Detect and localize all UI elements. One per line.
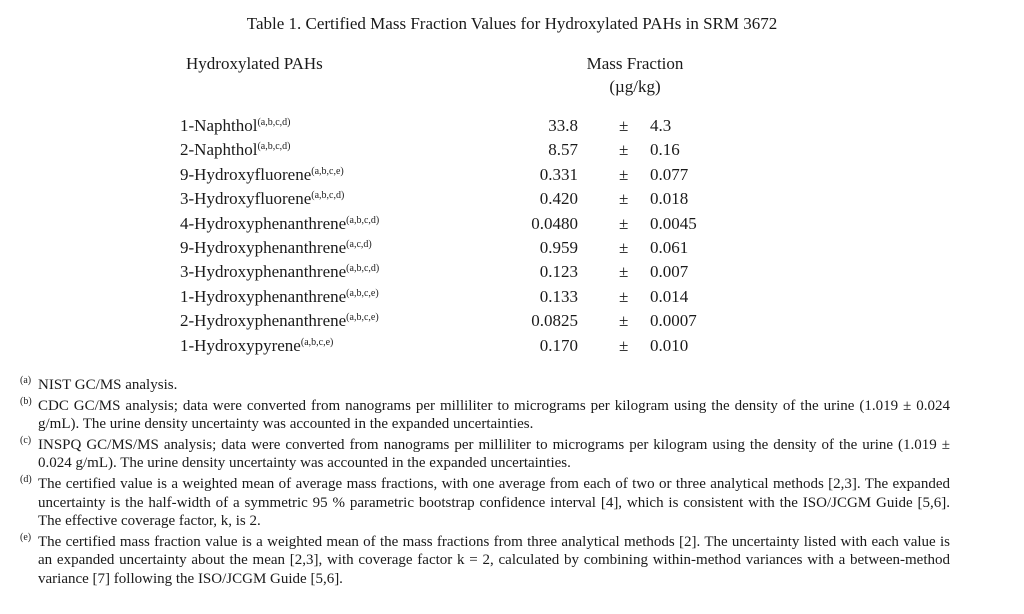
compound-name: 4-Hydroxyphenanthrene$^{(a,b,c,d)}$ — [180, 213, 380, 233]
compound-name: 1-Hydroxyphenanthrene$^{(a,b,c,e)}$ — [180, 286, 379, 306]
compound-name: 3-Hydroxyphenanthrene$^{(a,b,c,d)}$ — [180, 262, 380, 282]
footnote-refs: (a,b,c,d) — [346, 214, 380, 226]
footnote-text: The certified value is a weighted mean of average mass fractions, with one average from each of two or three analytical methods [2,3]. The expanded uncertainty is the half-width of a symmetric 95 % parametric bootstrap confidence interval [4], which is consistent with the ISO/JCGM Guide [5,6]. The effective coverage factor, k, is 2. — [38, 475, 950, 530]
mass-fraction-value: 8.57 — [548, 140, 578, 160]
mass-fraction-value: 33.8 — [548, 116, 578, 135]
table-row — [0, 189, 1024, 213]
table-row — [0, 311, 1024, 335]
footnote-mark: (e) — [20, 531, 32, 543]
mass-fraction-label: Mass Fraction — [586, 54, 684, 73]
footnote-mark: (d) — [20, 473, 32, 485]
compound-name: 2-Hydroxyphenanthrene$^{(a,b,c,e)}$ — [180, 311, 379, 331]
compound-name: 1-Naphthol$^{(a,b,c,d)}$ — [180, 116, 291, 135]
column-header-compound: Hydroxylated PAHs — [186, 54, 323, 73]
footnote-refs: (a,b,c,e) — [346, 312, 379, 324]
table-body — [0, 116, 1024, 360]
plus-minus: ± — [619, 164, 629, 184]
footnote-e — [20, 533, 950, 589]
footnote-refs: (a,b,c,e) — [311, 165, 344, 177]
footnote-d — [20, 475, 950, 531]
footnote-text: CDC GC/MS analysis; data were converted from nanograms per milliliter to micrograms per kilogram using the density of the urine (1.019 ± 0.024 g/mL). The urine density uncertainty was accounted in the expanded uncertainties. — [38, 397, 950, 433]
uncertainty-value: 0.0045 — [650, 213, 697, 233]
uncertainty-value: 0.0007 — [650, 311, 697, 331]
plus-minus: ± — [619, 286, 629, 306]
footnote-refs: (a,b,c,d) — [311, 190, 345, 202]
plus-minus: ± — [619, 213, 629, 233]
uncertainty-value: 0.018 — [650, 189, 689, 209]
footnote-mark: (b) — [20, 395, 32, 407]
plus-minus: ± — [619, 335, 629, 355]
mass-fraction-value: 0.331 — [539, 164, 578, 184]
footnote-c — [20, 436, 950, 473]
table-row — [0, 214, 1024, 238]
footnote-mark: (a) — [20, 375, 32, 386]
footnote-mark: (c) — [20, 434, 32, 446]
uncertainty-value: 0.007 — [650, 262, 689, 282]
plus-minus: ± — [619, 189, 629, 209]
footnote-refs: (a,b,c,e) — [346, 287, 379, 299]
mass-fraction-value: 0.959 — [539, 237, 578, 257]
compound-name: 9-Hydroxyfluorene$^{(a,b,c,e)}$ — [180, 164, 344, 184]
footnote-text: INSPQ GC/MS/MS analysis; data were converted from nanograms per milliliter to micrograms per kilogram using the density of the urine (1.019 ± 0.024 g/mL). The urine density uncertainty was accounted in the expanded uncertainties. — [38, 436, 950, 472]
table-row — [0, 287, 1024, 311]
footnote-refs: (a,c,d) — [346, 238, 372, 250]
mass-fraction-units: (µg/kg) — [609, 77, 661, 96]
uncertainty-value: 0.16 — [650, 140, 680, 160]
compound-name: 3-Hydroxyfluorene$^{(a,b,c,d)}$ — [180, 189, 345, 209]
footnote-refs: (a,b,c,e) — [300, 336, 334, 348]
plus-minus: ± — [619, 311, 629, 331]
uncertainty-value: 0.061 — [650, 237, 689, 257]
footnote-text: NIST GC/MS analysis. — [38, 377, 178, 393]
footnote-a — [20, 376, 950, 395]
footnote-refs: (a,b,c,d) — [257, 117, 291, 128]
table-row — [0, 116, 1024, 140]
column-header-mass-fraction — [560, 52, 710, 98]
footnote-text: The certified mass fraction value is a weighted mean of the mass fractions from three analytical methods [2]. The uncertainty listed with each value is an expanded uncertainty about the mean [2,3], with coverage factor k = 2, calculated by combining within-method variances with a between-method variance [7] following the ISO/JCGM Guide [5,6]. — [38, 533, 950, 587]
plus-minus: ± — [619, 140, 629, 160]
footnote-refs: (a,b,c,d) — [257, 141, 291, 153]
uncertainty-value: 0.014 — [650, 286, 689, 306]
table-title: Table 1. Certified Mass Fraction Values for Hydroxylated PAHs in SRM 3672 — [246, 14, 778, 33]
footnote-b — [20, 397, 950, 434]
mass-fraction-value: 0.133 — [539, 286, 578, 306]
compound-name: 2-Naphthol$^{(a,b,c,d)}$ — [180, 140, 291, 160]
mass-fraction-value: 0.170 — [539, 335, 578, 355]
uncertainty-value: 0.077 — [650, 164, 689, 184]
plus-minus: ± — [619, 116, 629, 135]
footnotes — [20, 376, 950, 589]
table-row — [0, 262, 1024, 286]
uncertainty-value: 0.010 — [650, 335, 689, 355]
footnote-refs: (a,b,c,d) — [346, 263, 380, 275]
compound-name: 9-Hydroxyphenanthrene$^{(a,c,d)}$ — [180, 237, 372, 257]
mass-fraction-value: 0.420 — [539, 189, 578, 209]
uncertainty-value: 4.3 — [650, 116, 672, 135]
mass-fraction-value: 0.0825 — [531, 311, 578, 331]
table-row — [0, 165, 1024, 189]
table-row — [0, 140, 1024, 164]
mass-fraction-value: 0.123 — [539, 262, 578, 282]
plus-minus: ± — [619, 262, 629, 282]
mass-fraction-value: 0.0480 — [531, 213, 578, 233]
table-row — [0, 336, 1024, 360]
plus-minus: ± — [619, 237, 629, 257]
table-row — [0, 238, 1024, 262]
compound-name: 1-Hydroxypyrene$^{(a,b,c,e)}$ — [180, 335, 334, 355]
